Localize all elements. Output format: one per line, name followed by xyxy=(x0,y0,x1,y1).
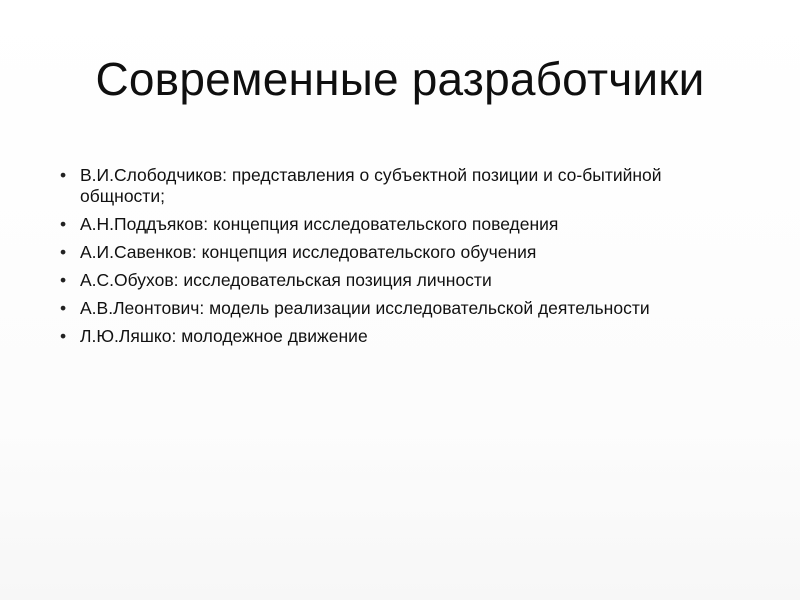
bullet-list xyxy=(60,165,750,354)
bullet-item-obukhov xyxy=(60,270,750,291)
bullet-point-icon: • xyxy=(60,242,67,262)
bullet-point-icon: • xyxy=(60,270,67,290)
bullet-text: А.В.Леонтович: модель реализации исследовательской деятельности xyxy=(80,298,650,318)
slide-title: Современные разработчики xyxy=(95,53,705,105)
bullet-item-savenkov xyxy=(60,242,750,263)
bullet-point-icon: • xyxy=(60,326,67,346)
bullet-item-lyashko xyxy=(60,326,750,347)
bullet-text: А.С.Обухов: исследовательская позиция личности xyxy=(80,270,492,290)
bullet-point-icon: • xyxy=(60,165,67,185)
bullet-point-icon: • xyxy=(60,214,67,234)
bullet-point-icon: • xyxy=(60,298,67,318)
bullet-text: А.Н.Поддъяков: концепция исследовательского поведения xyxy=(80,214,559,234)
bullet-text: А.И.Савенков: концепция исследовательского обучения xyxy=(80,242,537,262)
bullet-item-slobodchikov xyxy=(60,165,750,207)
bullet-text: В.И.Слободчиков: представления о субъектной позиции и со-бытийной общности; xyxy=(80,165,662,206)
bullet-text: Л.Ю.Ляшко: молодежное движение xyxy=(80,326,368,346)
bullet-item-poddyakov xyxy=(60,214,750,235)
bullet-item-leontovich xyxy=(60,298,750,319)
